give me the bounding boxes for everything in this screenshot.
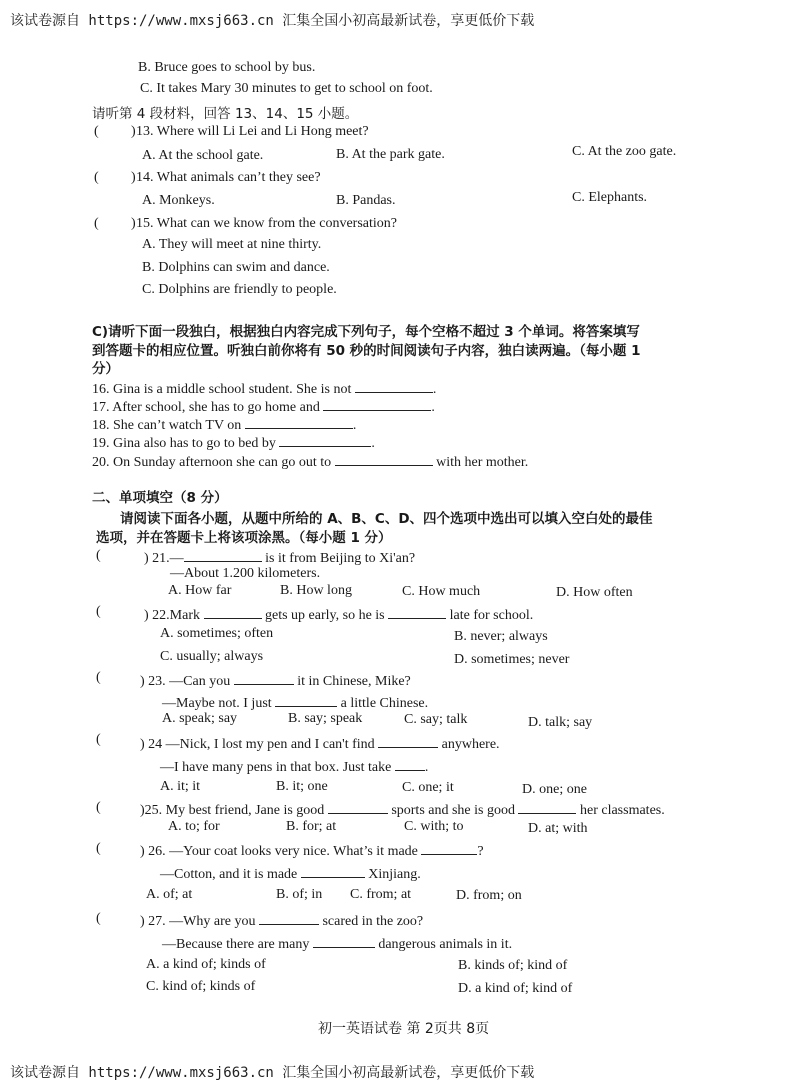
fill-item-17-end: . bbox=[431, 400, 435, 415]
fill-item-19-text: 19. Gina also has to go to bed by bbox=[92, 436, 276, 451]
q13-option-a: A. At the school gate. bbox=[142, 148, 264, 163]
q25-option-b: B. for; at bbox=[286, 819, 337, 834]
q21-option-a: A. How far bbox=[168, 583, 232, 598]
q24-blank-1[interactable] bbox=[378, 734, 438, 748]
answer-paren: ( bbox=[96, 670, 101, 685]
fill-item-18-end: . bbox=[352, 418, 357, 433]
fill-item-20-text: 20. On Sunday afternoon she can go out to bbox=[92, 455, 332, 470]
q22-option-a: A. sometimes; often bbox=[160, 626, 274, 641]
question-26 bbox=[140, 841, 484, 860]
q24-end: . bbox=[424, 760, 429, 775]
q22-option-c: C. usually; always bbox=[160, 649, 264, 664]
question-21 bbox=[144, 548, 415, 567]
page-footer: 初一英语试卷 第 2页共 8页 bbox=[318, 1021, 490, 1037]
fill-item-18-text: 18. She can’t watch TV on bbox=[92, 418, 242, 433]
question-14-stem: 14. What animals can’t they see? bbox=[136, 170, 321, 185]
q27-option-a: A. a kind of; kinds of bbox=[146, 957, 266, 972]
q21-option-c: C. How much bbox=[402, 584, 481, 599]
question-15-stem: 15. What can we know from the conversation? bbox=[136, 216, 397, 231]
answer-paren: ( bbox=[96, 911, 101, 926]
q24-stem: anywhere. bbox=[441, 737, 500, 752]
q21-option-d: D. How often bbox=[556, 585, 633, 600]
q21-number: ) 21.— bbox=[144, 551, 184, 566]
q26-option-c: C. from; at bbox=[350, 887, 412, 902]
q21-reply: —About 1.200 kilometers. bbox=[170, 566, 321, 581]
q22-blank-1[interactable] bbox=[204, 605, 262, 619]
question-24 bbox=[140, 734, 500, 753]
q15-option-a: A. They will meet at nine thirty. bbox=[142, 237, 322, 252]
fill-item-16 bbox=[92, 379, 436, 398]
q23-option-d: D. talk; say bbox=[528, 715, 593, 730]
question-23 bbox=[140, 671, 411, 690]
question-25 bbox=[140, 800, 665, 819]
part-c-instruction-3: 分） bbox=[92, 361, 119, 377]
q22-blank-2[interactable] bbox=[388, 605, 446, 619]
part-c-instruction-1: C)请听下面一段独白，根据独白内容完成下列句子，每个空格不超过 3 个单词。将答案填写 bbox=[92, 324, 640, 340]
answer-paren: ( bbox=[94, 216, 99, 231]
q26-blank-2[interactable] bbox=[301, 864, 365, 878]
q27-reply bbox=[162, 934, 512, 953]
q21-stem: is it from Beijing to Xi'an? bbox=[265, 551, 416, 566]
q27-blank-1[interactable] bbox=[259, 911, 319, 925]
q25-option-a: A. to; for bbox=[168, 819, 220, 834]
answer-paren: ( bbox=[96, 732, 101, 747]
fill-blank-20[interactable] bbox=[335, 452, 433, 466]
q26-option-a: A. of; at bbox=[146, 887, 193, 902]
section2-instruction-1: 请阅读下面各小题，从题中所给的 A、B、C、D、四个选项中选出可以填入空白处的最佳 bbox=[120, 511, 653, 527]
q23-option-b: B. say; speak bbox=[288, 711, 363, 726]
fill-blank-16[interactable] bbox=[355, 379, 433, 393]
q13-option-b: B. At the park gate. bbox=[336, 147, 445, 162]
q25-blank-2[interactable] bbox=[518, 800, 576, 814]
fill-blank-17[interactable] bbox=[323, 397, 431, 411]
q27-number: ) 27. —Why are you bbox=[140, 914, 256, 929]
section2-instruction-2: 选项，并在答题卡上将该项涂黑。（每小题 1 分） bbox=[96, 530, 392, 546]
q23-blank-1[interactable] bbox=[234, 671, 294, 685]
q23-reply-end: a little Chinese. bbox=[340, 696, 429, 711]
q22-stem: gets up early, so he is bbox=[265, 608, 385, 623]
q25-stem: sports and she is good bbox=[391, 803, 515, 818]
q15-option-c: C. Dolphins are friendly to people. bbox=[142, 282, 337, 297]
fill-item-19-end: . bbox=[371, 436, 375, 451]
source-banner-top: 该试卷源自 https://www.mxsj663.cn 汇集全国小初高最新试卷，享更低价下载 bbox=[10, 13, 535, 29]
q23-option-c: C. say; talk bbox=[404, 712, 468, 727]
q24-blank-2[interactable] bbox=[395, 757, 425, 771]
fill-item-16-text: 16. Gina is a middle school student. She is not bbox=[92, 382, 352, 397]
q14-option-b: B. Pandas. bbox=[336, 193, 396, 208]
fill-item-16-end: . bbox=[432, 382, 437, 397]
q26-number: ) 26. —Your coat looks very nice. What’s it made bbox=[140, 844, 418, 859]
q23-stem: it in Chinese, Mike? bbox=[297, 674, 411, 689]
q23-reply bbox=[162, 693, 428, 712]
fill-item-20 bbox=[92, 452, 528, 471]
q15-option-b: B. Dolphins can swim and dance. bbox=[142, 260, 330, 275]
q27-option-b: B. kinds of; kind of bbox=[458, 958, 568, 973]
question-13-close: ) bbox=[131, 124, 136, 139]
q27-blank-2[interactable] bbox=[313, 934, 375, 948]
section2-heading: 二、单项填空（8 分） bbox=[92, 490, 228, 506]
answer-paren: ( bbox=[94, 170, 99, 185]
q21-option-b: B. How long bbox=[280, 583, 352, 598]
q24-number: ) 24 —Nick, I lost my pen and I can't find bbox=[140, 737, 375, 752]
q23-reply-text: —Maybe not. I just bbox=[162, 696, 272, 711]
q22-option-d: D. sometimes; never bbox=[454, 652, 570, 667]
q24-option-c: C. one; it bbox=[402, 780, 454, 795]
q26-option-b: B. of; in bbox=[276, 887, 323, 902]
q24-reply bbox=[160, 757, 428, 776]
q26-option-d: D. from; on bbox=[456, 888, 522, 903]
q27-stem: scared in the zoo? bbox=[322, 914, 424, 929]
q26-blank-1[interactable] bbox=[421, 841, 477, 855]
section4-instruction: 请听第 4 段材料，回答 13、14、15 小题。 bbox=[92, 106, 359, 122]
q14-option-a: A. Monkeys. bbox=[142, 193, 215, 208]
q24-reply-text: —I have many pens in that box. Just take bbox=[160, 760, 392, 775]
q26-reply-end: Xinjiang. bbox=[368, 867, 421, 882]
q24-option-d: D. one; one bbox=[522, 782, 587, 797]
answer-paren: ( bbox=[96, 604, 101, 619]
q26-reply-text: —Cotton, and it is made bbox=[160, 867, 298, 882]
q25-number: )25. My best friend, Jane is good bbox=[140, 803, 325, 818]
q21-blank[interactable] bbox=[184, 548, 262, 562]
q25-end: her classmates. bbox=[579, 803, 665, 818]
question-22 bbox=[144, 605, 533, 624]
q24-option-a: A. it; it bbox=[160, 779, 201, 794]
q22-option-b: B. never; always bbox=[454, 629, 548, 644]
fill-item-20-end: with her mother. bbox=[436, 455, 529, 470]
fill-item-17-text: 17. After school, she has to go home and bbox=[92, 400, 320, 415]
question-27 bbox=[140, 911, 423, 930]
question-13-stem: 13. Where will Li Lei and Li Hong meet? bbox=[136, 124, 369, 139]
q25-blank-1[interactable] bbox=[328, 800, 388, 814]
q25-option-c: C. with; to bbox=[404, 819, 464, 834]
source-banner-bottom: 该试卷源自 https://www.mxsj663.cn 汇集全国小初高最新试卷，享更低价下载 bbox=[10, 1065, 535, 1081]
q22-number: ) 22.Mark bbox=[144, 608, 200, 623]
answer-paren: ( bbox=[96, 800, 101, 815]
part-c-instruction-2: 到答题卡的相应位置。听独白前你将有 50 秒的时间阅读句子内容，独白读两遍。（每小题 1 bbox=[92, 343, 641, 359]
q22-end: late for school. bbox=[449, 608, 534, 623]
answer-paren: ( bbox=[94, 124, 99, 139]
fill-blank-18[interactable] bbox=[245, 415, 353, 429]
q27-reply-text: —Because there are many bbox=[162, 937, 310, 952]
answer-paren: ( bbox=[96, 548, 101, 563]
question-15-close: ) bbox=[131, 216, 136, 231]
q26-reply bbox=[160, 864, 421, 883]
answer-paren: ( bbox=[96, 841, 101, 856]
q24-option-b: B. it; one bbox=[276, 779, 328, 794]
fill-item-18 bbox=[92, 415, 356, 434]
q27-option-d: D. a kind of; kind of bbox=[458, 981, 573, 996]
q23-option-a: A. speak; say bbox=[162, 711, 238, 726]
q27-option-c: C. kind of; kinds of bbox=[146, 979, 256, 994]
fill-item-17 bbox=[92, 397, 435, 416]
q26-end: ? bbox=[477, 844, 484, 859]
q13-option-c: C. At the zoo gate. bbox=[572, 144, 677, 159]
question-14-close: ) bbox=[131, 170, 136, 185]
q27-reply-end: dangerous animals in it. bbox=[378, 937, 513, 952]
fill-blank-19[interactable] bbox=[279, 433, 371, 447]
q14-option-c: C. Elephants. bbox=[572, 190, 648, 205]
q23-blank-2[interactable] bbox=[275, 693, 337, 707]
q23-number: ) 23. —Can you bbox=[140, 674, 231, 689]
fill-item-19 bbox=[92, 433, 375, 452]
option-b-prev: B. Bruce goes to school by bus. bbox=[138, 60, 316, 75]
option-c-prev: C. It takes Mary 30 minutes to get to school on foot. bbox=[140, 81, 433, 96]
q25-option-d: D. at; with bbox=[528, 821, 588, 836]
